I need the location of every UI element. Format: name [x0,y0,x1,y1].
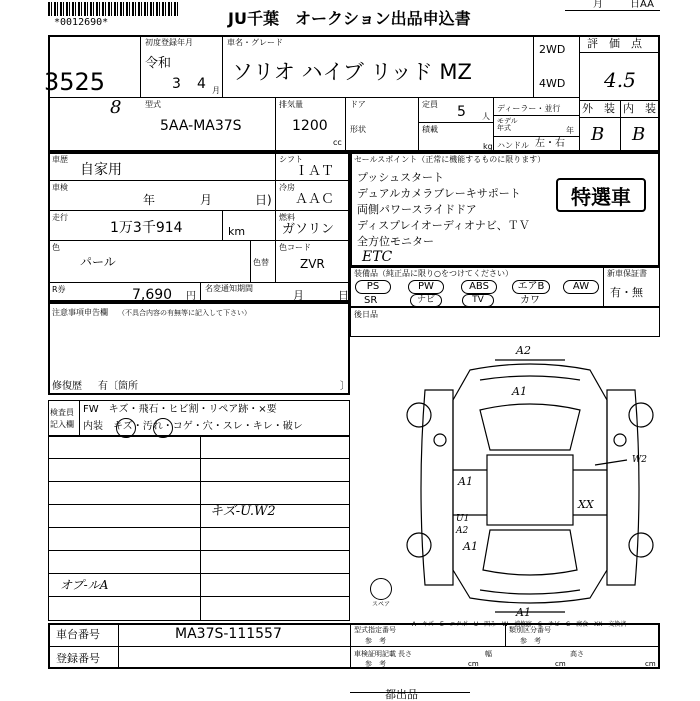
handwritten-option-note: オプ-ルA [60,578,109,592]
shape-label: 形状 [350,125,366,134]
category-ref: 参 考 [520,637,541,645]
inspector-line-1: FW キズ・飛石・ヒビ割・リペア跡・×要 [83,404,277,415]
displacement-unit: cc [333,138,342,147]
equip-aw: AW [563,280,599,294]
repair-history-label: 修復歴 [52,381,82,392]
lot-barcode [48,2,180,16]
score-value: 4.5 [604,68,636,92]
sales-point-3: 両側パワースライドドア [357,203,477,216]
sales-point-1: プッシュスタート [357,171,445,184]
dealer-label: ディーラー・並行 [497,104,561,113]
damage-mark-hood: A1 [512,385,527,398]
color-code-value: ZVR [300,257,325,271]
registration-year: 3 [172,76,181,92]
spare-tire [370,578,392,600]
registration-month: 4 [197,76,206,92]
chassis-label: 車台番号 [56,628,100,641]
type-cert-label: 型式指定番号 [354,626,396,634]
height-unit: cm [645,660,656,668]
category-label: 類別区分番号 [509,626,551,634]
equip-sr: SR [364,295,378,306]
repair-history-close: 〕 [340,381,350,392]
sales-point-5: 全方位モニター [357,235,434,248]
doors-label: ドア [350,100,366,109]
mileage-label: 走行 [52,213,68,222]
load-unit: kg [483,142,493,151]
interior-label: 内 装 [623,102,656,115]
fuel-label: 燃料 [279,213,295,222]
later-items-label: 後日品 [354,310,378,319]
height-label: 高さ [570,650,584,658]
color-change-label: 色替 [253,258,269,267]
reg-number-label: 登録番号 [56,652,100,665]
damage-legend: A－キズ E－エクボ U－凹み W－補修跡 S－サビ C－腐食 XX－交換済 [412,621,627,628]
inspector-label-1: 検査員 [50,408,74,417]
shift-label: シフト [279,155,303,164]
model-code-value: 5AA-MA37S [160,118,242,134]
handle-value: 左・右 [535,138,565,149]
displacement-label: 排気量 [279,100,303,109]
fuel-value: ガソリン [282,222,335,237]
inspector-label-2: 記入欄 [50,420,74,429]
repair-history-value: 有〔箇所 [98,381,138,392]
damage-mark-left-door: A1 [458,475,473,488]
damage-mark-right-mirror: W2 [632,455,647,465]
new-cert-label: 新車保証書 [607,269,647,278]
length-label: 長さ [398,650,412,658]
equip-ps: PS [355,280,391,294]
model-year-unit: 年 [566,126,574,135]
name-change-label: 名変通知期間 [205,284,253,293]
recycle-label: R券 [52,285,66,294]
circle-mark-stain [153,418,173,438]
mileage-value: 1万3千914 [110,220,183,236]
score-label: 評 価 点 [587,37,642,50]
color-label: 色 [52,243,60,252]
shift-value: ＩＡＴ [295,164,335,179]
circle-mark-scratch [116,418,136,438]
damage-mark-left-rear: A2 [456,526,469,536]
new-cert-value: 有・無 [610,286,643,299]
inspection-label: 車検 [52,183,68,192]
damage-mark-rear-bumper: A1 [516,606,531,619]
length-unit: cm [468,660,479,668]
handwritten-mark: 8 [110,97,122,118]
date-day-label: 日AA [630,0,654,10]
exterior-label: 外 装 [582,102,615,115]
registration-month-suffix: 月 [212,86,220,95]
drive-4wd: 4WD [539,77,566,90]
model-year-label: モデル 年式 [497,117,518,132]
sales-point-2: デュアルカメラブレーキサポート [357,187,521,200]
history-value: 自家用 [80,162,122,178]
damage-mark-left-quarter: A1 [463,540,478,553]
notes-sub: （不具合内容の有無等に記入して下さい） [118,309,251,317]
width-label: 幅 [485,650,492,658]
inspection-day-label: 日) [255,193,272,207]
width-unit: cm [555,660,566,668]
type-cert-ref: 参 考 [365,637,386,645]
capacity-value: 5 [457,104,466,120]
displacement-value: 1200 [292,118,328,134]
capacity-unit: 人 [482,112,490,121]
history-label: 車歴 [52,155,68,164]
inspection-month-label: 月 [200,193,213,207]
inspection-year-label: 年 [143,193,156,207]
equip-leather: カワ [520,295,540,306]
mileage-unit: km [228,225,246,238]
equip-pw: PW [408,280,444,294]
capacity-label: 定員 [422,100,438,109]
load-label: 積載 [422,125,438,134]
handle-label: ハンドル [497,141,529,150]
damage-mark-front-bumper: A2 [516,344,531,357]
equip-airbag: エアB [512,280,550,294]
color-code-label: 色コード [279,243,311,252]
spare-label: スペア [372,601,391,608]
dims-label: 車検証明記載 [354,650,396,658]
damage-mark-right-door-replaced: XX [578,498,594,511]
special-selection-stamp: 特選車 [556,178,646,212]
equip-tv: TV [462,294,494,307]
color-value: パール [80,255,116,269]
drive-2wd: 2WD [539,43,566,56]
equipment-title: 装備品（純正品に限り○をつけてください） [354,269,513,278]
footer-cut-text: 都出品 [385,688,418,701]
model-code-label: 型式 [145,100,161,109]
sales-point-etc: ETC [362,249,393,265]
dims-ref: 参 考 [365,660,386,668]
registration-label: 初度登録年月 [145,38,193,47]
recycle-value: 7,690 [132,287,173,303]
interior-value: B [632,124,646,145]
ac-label: 冷房 [279,183,295,192]
handwritten-scratch-note: キズ-U.W2 [210,504,276,519]
lot-barcode-number: *0012690* [54,17,109,28]
entry-number: 3525 [44,68,106,96]
chassis-value: MA37S-111557 [175,626,282,642]
sales-points-title: セールスポイント（正常に機能するものに限ります） [354,155,546,164]
form-title: JU千葉 オークション出品申込書 [228,9,471,28]
equip-abs: ABS [461,280,497,294]
notes-label: 注意事項申告欄 [52,308,108,317]
name-change-day: 日 [338,289,349,302]
exterior-value: B [591,124,605,145]
equip-navi: ナビ [410,294,442,307]
car-name-value: ソリオ ハイブ リッド MZ [232,60,472,84]
name-change-month: 月 [293,289,304,302]
damage-mark-left-rear-dent: U1 [456,514,470,524]
car-name-label: 車名・グレード [227,38,283,47]
ac-value: ＡＡＣ [295,192,335,207]
date-month-label: 月 [593,0,603,10]
sales-point-4: ディスプレイオーディオナビ、ＴＶ [357,219,530,232]
vehicle-damage-diagram [395,340,660,620]
registration-era: 令和 [145,56,172,71]
inspector-line-2: 内装 キズ・汚れ・コゲ・穴・スレ・キレ・破レ [83,421,303,432]
recycle-unit: 円 [186,291,196,302]
